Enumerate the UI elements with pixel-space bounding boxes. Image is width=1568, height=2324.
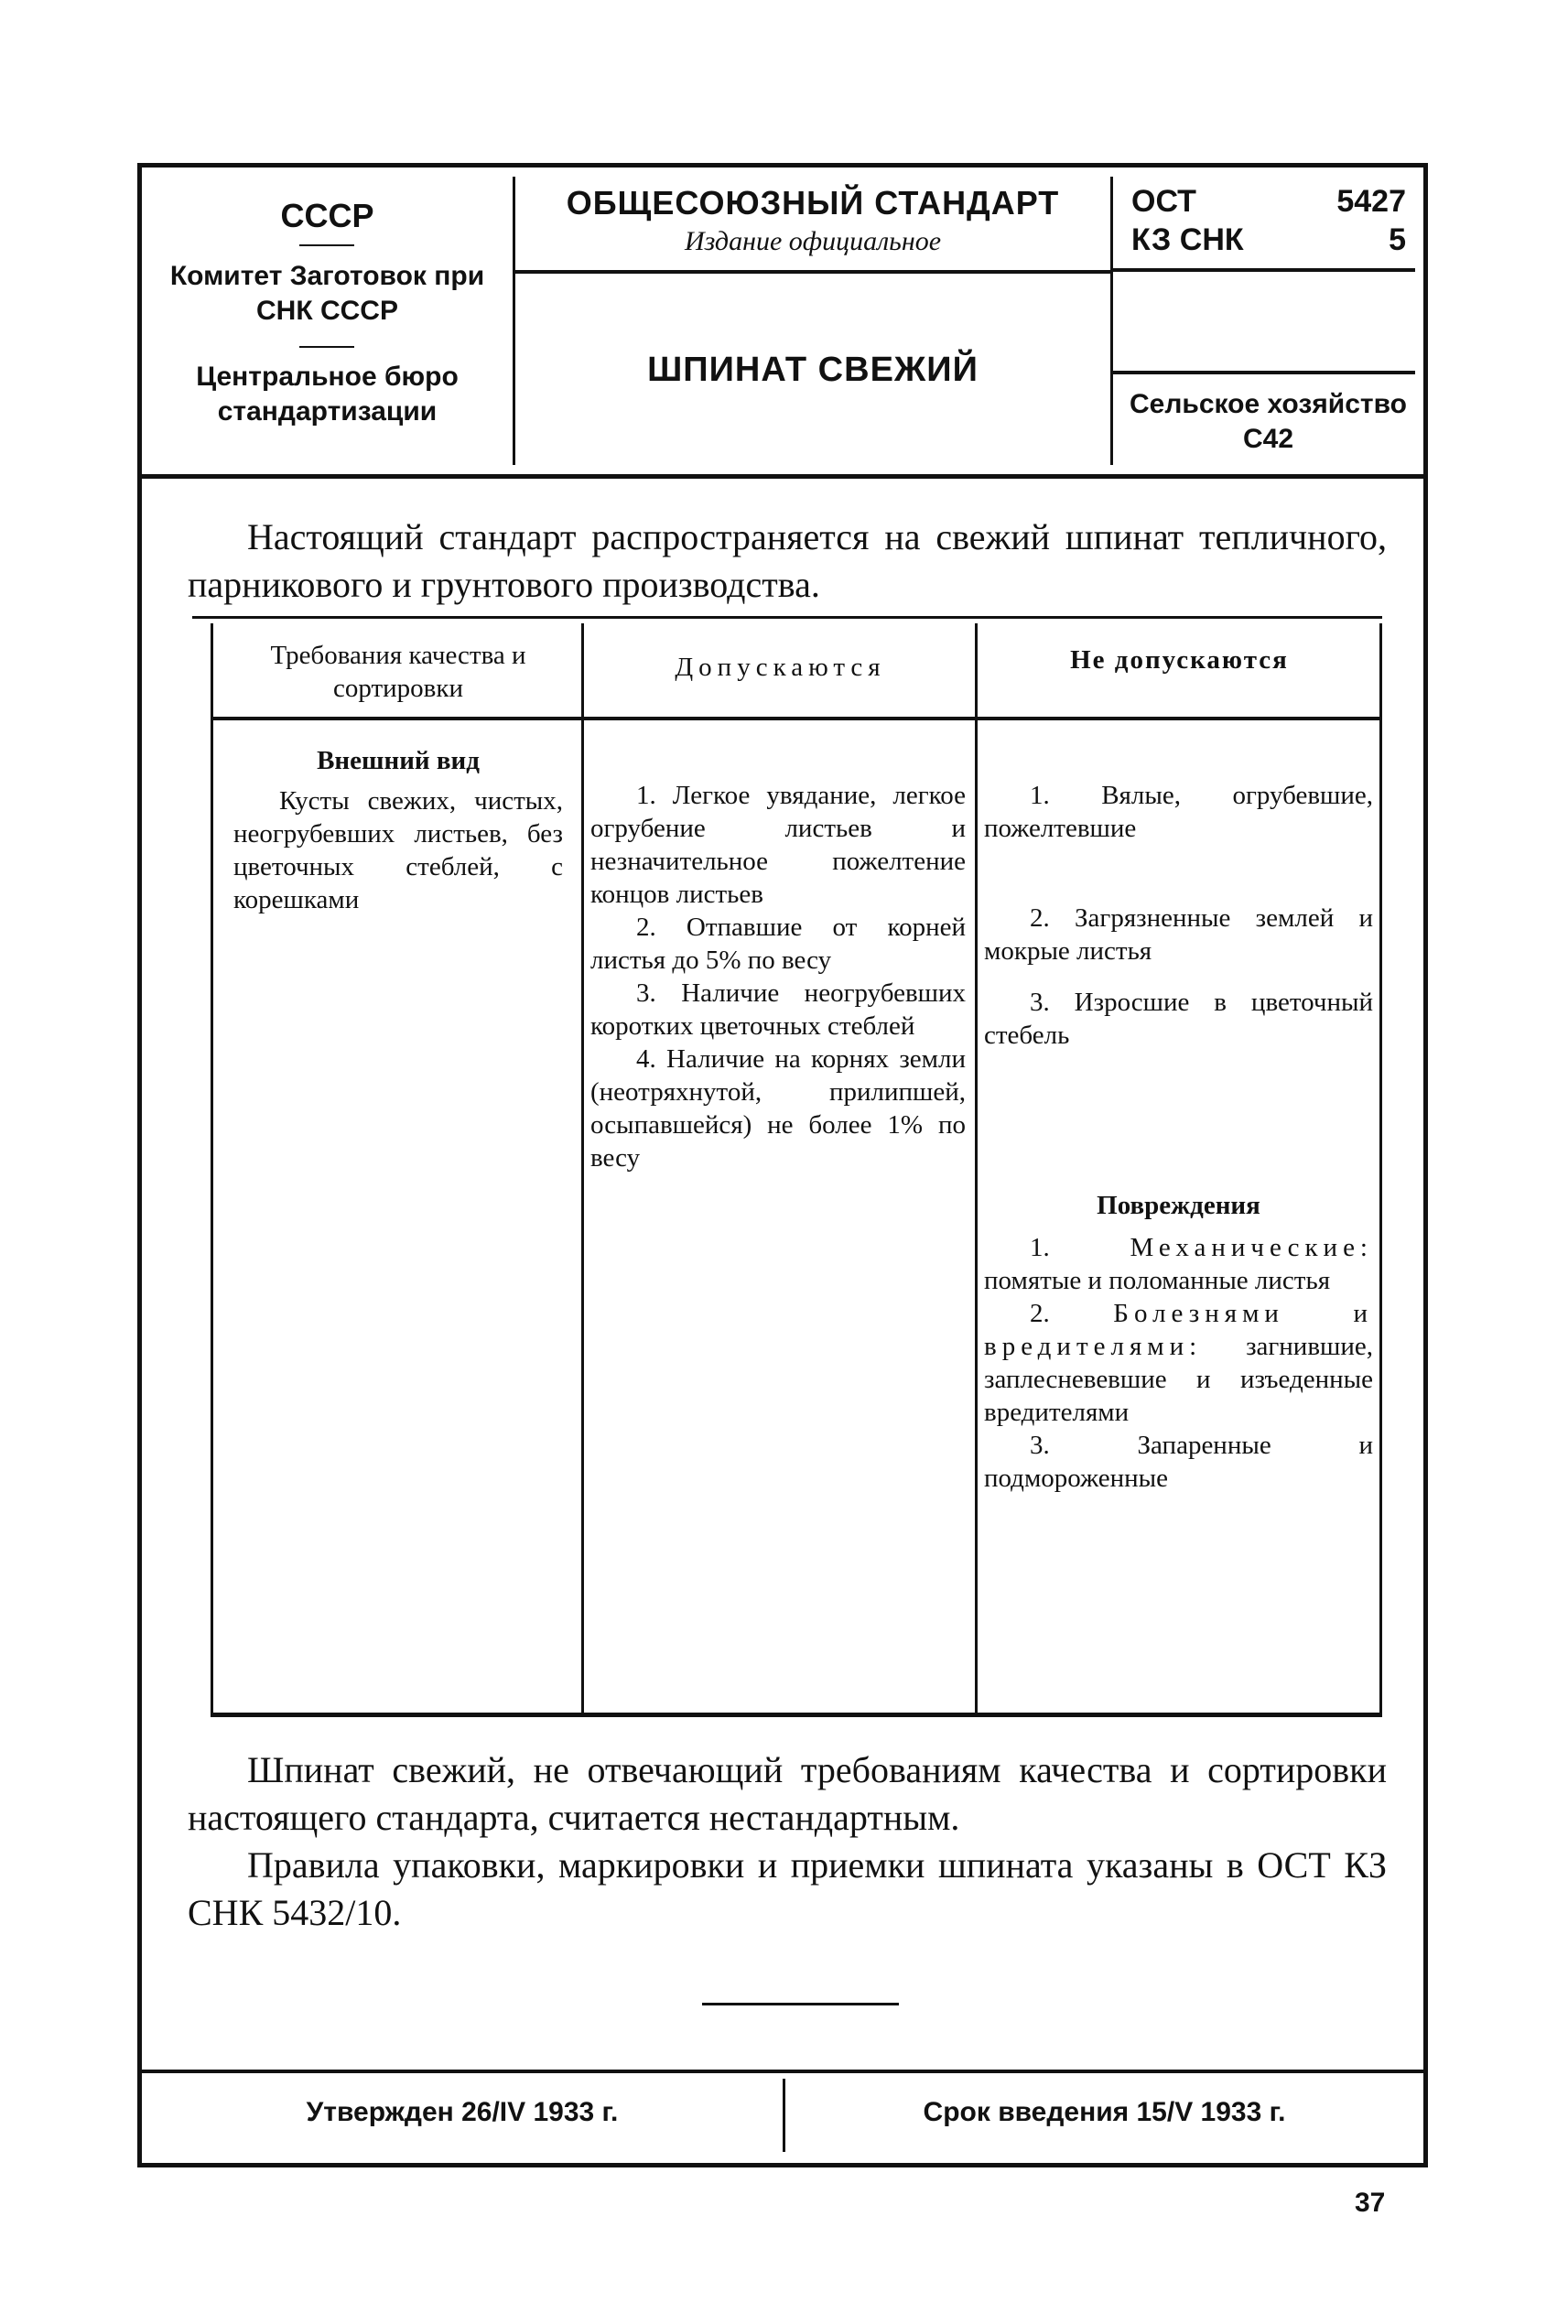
- damage-item: [984, 1429, 1373, 1495]
- closing-paragraph: Правила упаковки, маркировки и приемки шпината указаны в ОСТ КЗ СНК 5432/10.: [188, 1844, 1387, 1933]
- col1-cell: [233, 744, 563, 916]
- column-header: Не допускаются: [1070, 645, 1289, 675]
- requirements-table: [192, 616, 1382, 1725]
- footer-rule: [142, 2070, 1423, 2073]
- effective-date: Срок введения 15/V 1933 г.: [923, 2097, 1286, 2127]
- divider: [515, 270, 1110, 274]
- allowed-item: 4. Наличие на корнях земли (неотряхнутой, прилипшей, осыпавшейся) не более 1% по весу: [590, 1044, 966, 1173]
- divider: [702, 2003, 899, 2005]
- column-header: Требования качества и сортировки: [270, 641, 526, 703]
- divider: [299, 244, 354, 246]
- country-label: СССР: [280, 197, 374, 234]
- damage-num: 1.: [1030, 1233, 1050, 1262]
- divider: [1113, 371, 1415, 374]
- header-right: [1113, 168, 1423, 470]
- page-number: 37: [1355, 2188, 1386, 2218]
- divider: [299, 346, 354, 348]
- not-allowed-item: 2. Загрязненные землей и мокрые листья: [984, 903, 1373, 966]
- damage-text: Запаренные и подмороженные: [984, 1431, 1373, 1493]
- document-frame: [137, 163, 1428, 2167]
- divider: [1113, 268, 1415, 272]
- damage-text: загнившие, заплесневевшие и изъеденные вредителями: [984, 1332, 1373, 1427]
- section-title: Внешний вид: [317, 746, 480, 775]
- kz-line: [1131, 222, 1406, 258]
- header-center: [515, 168, 1110, 470]
- committee-label: Комитет Заготовок при СНК СССР: [169, 261, 485, 326]
- damage-num: 2.: [1030, 1299, 1050, 1328]
- closing-paragraph: Шпинат свежий, не отвечающий требованиям качества и сортировки настоящего стандарта, считается нестандартным.: [188, 1749, 1387, 1838]
- damage-num: 3.: [1030, 1431, 1050, 1460]
- table-rule: [192, 616, 1382, 619]
- damage-title: Повреждения: [1097, 1191, 1260, 1220]
- damage-label: Механические:: [1130, 1233, 1373, 1262]
- allowed-item: 3. Наличие неогрубевших коротких цветочных стеблей: [590, 978, 966, 1041]
- damage-item: [984, 1231, 1373, 1297]
- intro-paragraph: Настоящий стандарт распространяется на свежий шпинат тепличного, парникового и грунтового производства.: [188, 516, 1387, 605]
- sector-label: Сельское хозяйство С42: [1130, 389, 1407, 454]
- damage-label: Болезнями и вредителями:: [984, 1299, 1374, 1361]
- table-border: [581, 623, 584, 1713]
- closing-text: [188, 1746, 1387, 1937]
- damage-item: [984, 1297, 1373, 1429]
- damage-text: помятые и поломанные листья: [984, 1266, 1331, 1295]
- allowed-item: 1. Легкое увядание, легкое огрубение листьев и незначительное пожелтение концов листьев: [590, 781, 966, 909]
- table-rule: [211, 1713, 1382, 1717]
- col3-cell: [984, 779, 1373, 1495]
- ost-line: [1131, 184, 1406, 220]
- column-header: Допускаются: [675, 653, 886, 682]
- col1-text: Кусты свежих, чистых, неогрубевших листьев, без цветочных стеблей, с корешками: [233, 786, 563, 914]
- bureau-label: Центральное бюро стандартизации: [196, 362, 459, 427]
- standard-type: ОБЩЕСОЮЗНЫЙ СТАНДАРТ: [566, 184, 1060, 222]
- not-allowed-item: 3. Изросшие в цветочный стебель: [984, 988, 1373, 1050]
- ost-label: ОСТ: [1131, 184, 1196, 219]
- allowed-item: 2. Отпавшие от корней листья до 5% по весу: [590, 913, 966, 975]
- header-left: [142, 168, 513, 470]
- table-rule: [211, 717, 1382, 720]
- ost-number: 5427: [1336, 184, 1406, 219]
- kz-label: КЗ СНК: [1131, 222, 1244, 257]
- edition-label: Издание официальное: [684, 226, 942, 256]
- table-border: [975, 623, 978, 1713]
- kz-number: 5: [1389, 222, 1406, 257]
- table-border: [211, 623, 213, 1713]
- table-border: [1379, 623, 1382, 1713]
- product-title: ШПИНАТ СВЕЖИЙ: [647, 351, 979, 389]
- header: [142, 168, 1423, 479]
- not-allowed-item: 1. Вялые, огрубевшие, пожелтевшие: [984, 781, 1373, 843]
- approval-date: Утвержден 26/IV 1933 г.: [306, 2097, 619, 2127]
- col2-cell: [590, 779, 966, 1174]
